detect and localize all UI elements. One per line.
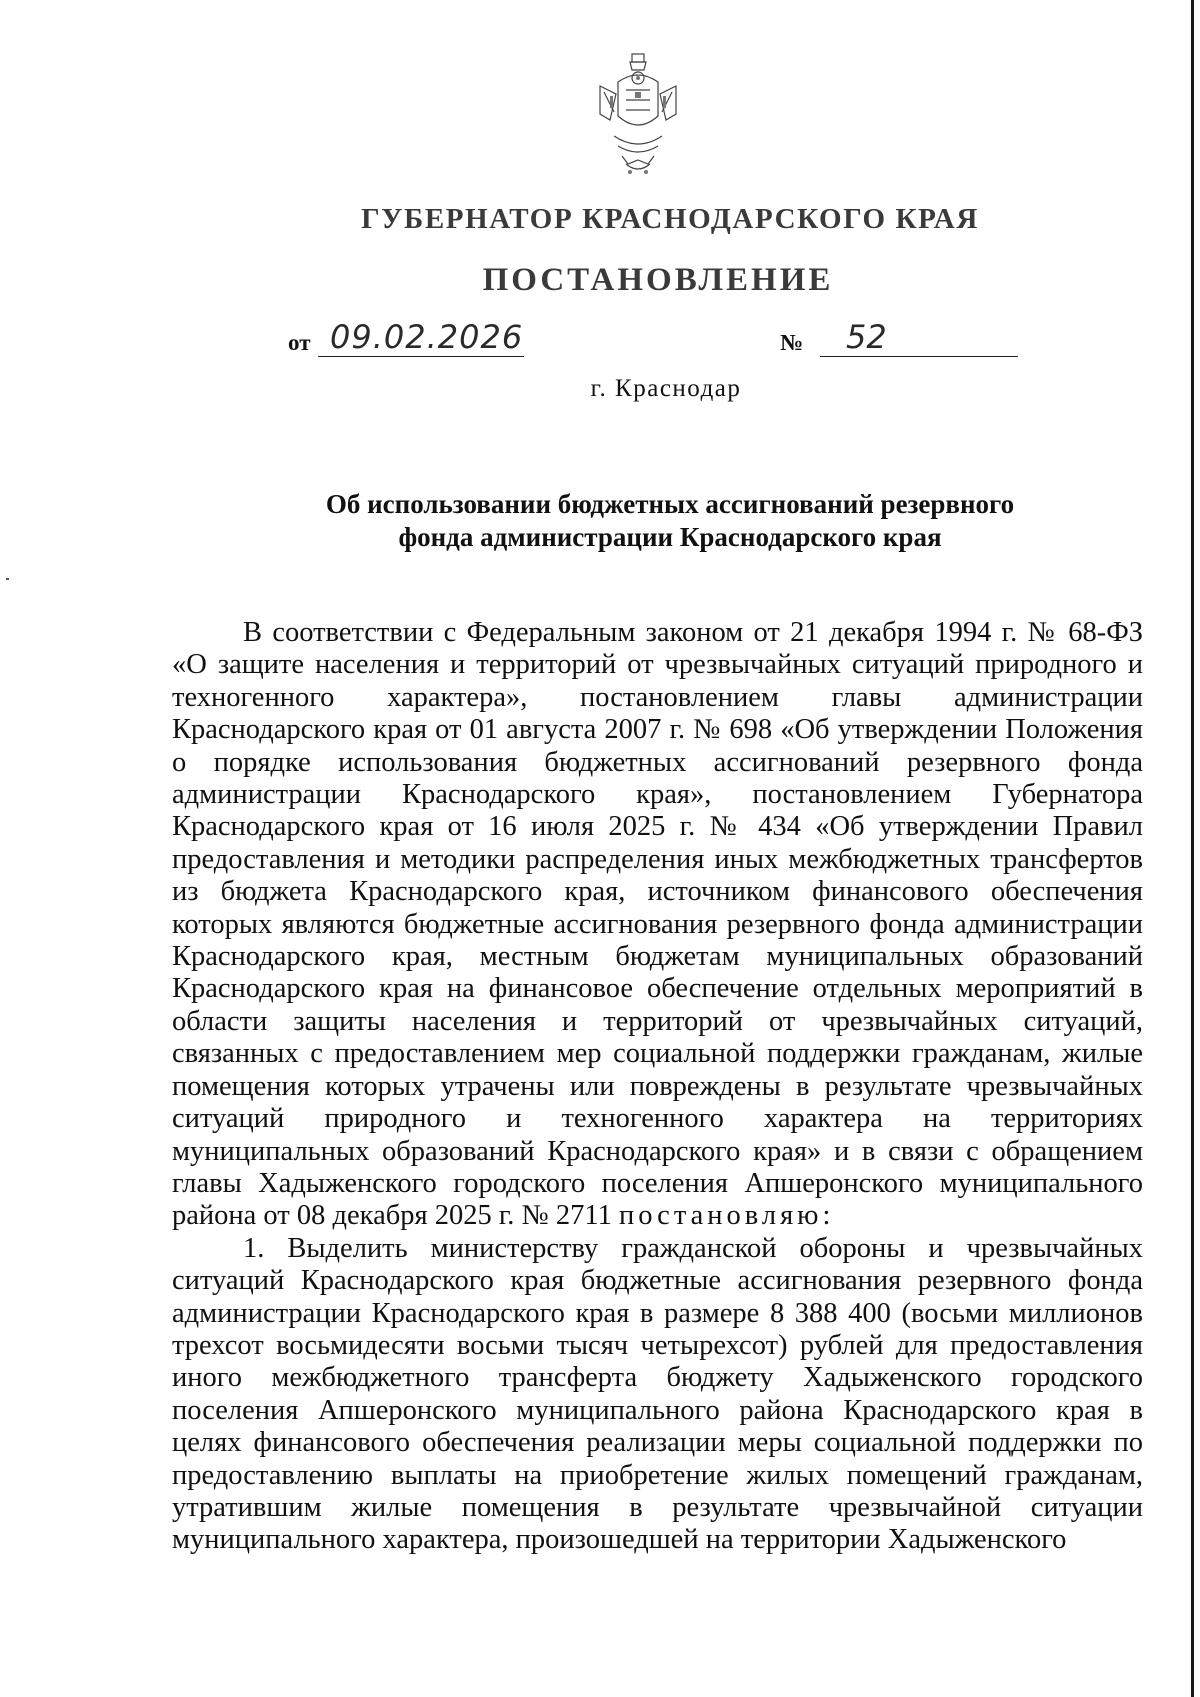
coat-of-arms-emblem bbox=[596, 52, 680, 180]
document-type: ПОСТАНОВЛЕНИЕ bbox=[482, 262, 834, 298]
resolution-verb: постановляю: bbox=[618, 1200, 835, 1232]
handwritten-number: 52 bbox=[846, 318, 887, 356]
date-label: от bbox=[288, 330, 311, 355]
date-underline bbox=[318, 356, 524, 357]
city-name: г. Краснодар bbox=[590, 375, 742, 402]
document-body bbox=[172, 617, 1143, 1557]
document-title bbox=[200, 488, 1140, 554]
item-1-paragraph: 1. Выделить министерству гражданской обороны и чрезвычайных ситуаций Краснодарского края бюджетные ассигнования резервного фонда администрации Краснодарского края в размере 8 388 400 (восьми миллионов трехсот восьмидесяти восьми тысяч четырехсот) рублей для предоставления иного межбюджетного трансферта бюджету Хадыженского городского поселения Апшеронского муниципального района Краснодарского края в целях финансового обеспечения реализации меры социальной поддержки по предоставлению выплаты на приобретение жилых помещений гражданам, утратившим жилые помещения в результате чрезвычайной ситуации муниципального характера, произошедшей на территории Хадыженского bbox=[172, 1232, 1143, 1556]
handwritten-date: 09.02.2026 bbox=[330, 318, 524, 356]
number-underline bbox=[820, 356, 1018, 357]
preamble-text: В соответствии с Федеральным законом от 21 декабря 1994 г. № 68-ФЗ «О защите населения и территорий от чрезвычайных ситуаций природного и техногенного характера», постановлением главы администрации Краснодарского края от 01 августа 2007 г. № 698 «Об утверждении Положения о порядке использования бюджетных ассигнований резервного фонда администрации Краснодарского края», постановлением Губернатора Краснодарского края от 16 июля 2025 г. № 434 «Об утверждении Правил предоставления и методики распределения иных межбюджетных трансфертов из бюджета Краснодарского края, источником финансового обеспечения которых являются бюджетные ассигнования резервного фонда администрации Краснодарского края, местным бюджетам муниципальных образований Краснодарского края на финансовое обеспечение отдельных мероприятий в области защиты населения и территорий от чрезвычайных ситуаций, связанных с предоставлением мер социальной поддержки гражданам, жилые помещения которых утрачены или повреждены в результате чрезвычайных ситуаций природного и техногенного характера на территориях муниципальных образований Краснодарского края» и в связи с обращением главы Хадыженского городского поселения Апшеронского муниципального района от 08 декабря 2025 г. № 2711 bbox=[172, 617, 1143, 1232]
preamble-paragraph bbox=[172, 617, 1143, 1233]
scan-speck bbox=[6, 578, 9, 580]
title-line-1: Об использовании бюджетных ассигнований резервного bbox=[325, 489, 1015, 519]
title-line-2: фонда администрации Краснодарского края bbox=[398, 522, 942, 552]
page-edge bbox=[1191, 0, 1194, 1697]
issuing-authority: ГУБЕРНАТОР КРАСНОДАРСКОГО КРАЯ bbox=[361, 203, 979, 235]
number-label: № bbox=[780, 330, 804, 355]
